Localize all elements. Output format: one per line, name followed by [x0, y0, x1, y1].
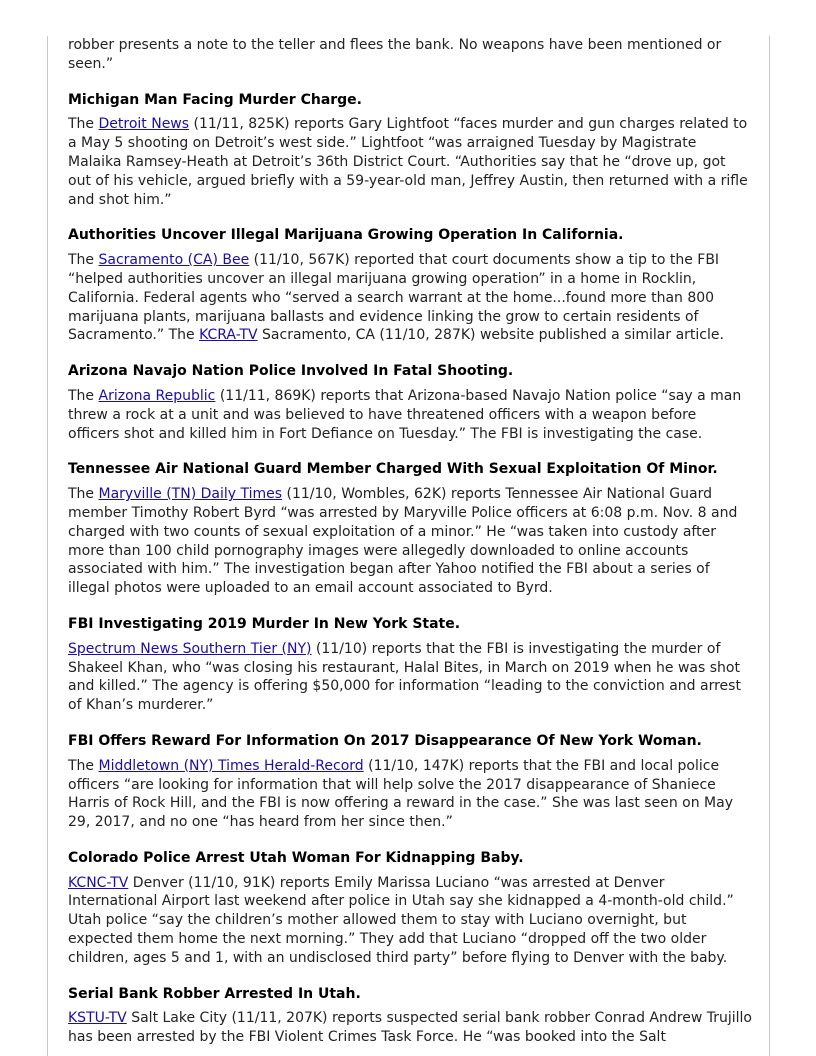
story-body: The Arizona Republic (11/11, 869K) reports that Arizona-based Navajo Nation police “say a man threw a rock at a unit and was believed to have threatened officers with a weapon before officers shot and killed him in Fort Defiance on Tuesday.” The FBI is investigating the case.: [68, 387, 742, 442]
source-link-maryville-daily-times[interactable]: Maryville (TN) Daily Times: [98, 486, 283, 503]
story-michigan-murder: [68, 91, 752, 210]
source-link-kcra-tv[interactable]: KCRA-TV: [199, 327, 258, 344]
source-link-kstu-tv[interactable]: KSTU-TV: [68, 1010, 127, 1027]
story-body: The Middletown (NY) Times Herald-Record (11/10, 147K) reports that the FBI and local police officers “are looking for information that will help solve the 2017 disappearance of Shaniece Harris of Rock Hill, and the FBI is now offering a reward in the case.” She was last seen on May 29, 2017, and no one “has heard from her since then.”: [68, 757, 733, 831]
story-headline: Colorado Police Arrest Utah Woman For Kidnapping Baby.: [68, 849, 524, 866]
story-headline: Serial Bank Robber Arrested In Utah.: [68, 985, 361, 1002]
story-colorado-kidnapping: [68, 849, 752, 968]
story-headline: Authorities Uncover Illegal Marijuana Growing Operation In California.: [68, 227, 624, 244]
story-navajo-shooting: [68, 362, 752, 443]
story-california-marijuana: [68, 226, 752, 345]
story-body: The Maryville (TN) Daily Times (11/10, Wombles, 62K) reports Tennessee Air National Guard member Timothy Robert Byrd “was arrested by Maryville Police officers at 6:08 p.m. Nov. 8 and charged with two counts of sexual exploitation of a minor.” He “was taken into custody after more than 100 child pornography images were allegedly downloaded to online accounts associated with him.” The investigation began after Yahoo notified the FBI about a series of illegal photos were uploaded to an email account associated to Byrd.: [68, 486, 738, 597]
source-link-spectrum-news[interactable]: Spectrum News Southern Tier (NY): [68, 640, 312, 657]
story-utah-bank-robber: [68, 985, 752, 1047]
source-link-kcnc-tv[interactable]: KCNC-TV: [68, 874, 129, 891]
source-link-arizona-republic[interactable]: Arizona Republic: [98, 387, 216, 404]
story-body: KSTU-TV Salt Lake City (11/11, 207K) reports suspected serial bank robber Conrad Andrew Trujillo has been arrested by the FBI Violent Crimes Task Force. He “was booked into the Salt: [68, 1010, 752, 1046]
source-link-sacramento-bee[interactable]: Sacramento (CA) Bee: [98, 252, 250, 269]
story-tennessee-guard: [68, 460, 752, 598]
story-body: KCNC-TV Denver (11/10, 91K) reports Emily Marissa Luciano “was arrested at Denver International Airport last weekend after police in Utah say she kidnapped a 4-month-old child.” Utah police “say the children’s mother allowed them to stay with Luciano overnight, but expected them home the next morning.” They add that Luciano “dropped off the two older children, ages 5 and 1, with an undisclosed third party” before flying to Denver with the baby.: [68, 874, 734, 966]
story-ny-2019-murder: [68, 615, 752, 715]
story-headline: Arizona Navajo Nation Police Involved In Fatal Shooting.: [68, 363, 514, 380]
story-headline: Tennessee Air National Guard Member Charged With Sexual Exploitation Of Minor.: [68, 461, 718, 478]
story-headline: FBI Offers Reward For Information On 2017 Disappearance Of New York Woman.: [68, 732, 702, 749]
story-headline: FBI Investigating 2019 Murder In New York State.: [68, 615, 461, 632]
document-content: [68, 36, 752, 1047]
story-ny-disappearance: [68, 732, 752, 832]
story-headline: Michigan Man Facing Murder Charge.: [68, 91, 362, 108]
source-link-times-herald-record[interactable]: Middletown (NY) Times Herald-Record: [98, 757, 364, 774]
intro-fragment: robber presents a note to the teller and flees the bank. No weapons have been mentioned or seen.”: [68, 37, 722, 72]
source-link-detroit-news[interactable]: Detroit News: [98, 116, 190, 133]
story-body: Spectrum News Southern Tier (NY) (11/10) reports that the FBI is investigating the murder of Shakeel Khan, who “was closing his restaurant, Halal Bites, in March on 2019 when he was shot and killed.” The agency is offering $50,000 for information “leading to the conviction and arrest of Khan’s murderer.”: [68, 640, 741, 714]
story-body: The Detroit News (11/11, 825K) reports Gary Lightfoot “faces murder and gun charges related to a May 5 shooting on Detroit’s west side.” Lightfoot “was arraigned Tuesday by Magistrate Malaika Ramsey-Heath at Detroit’s 36th District Court. “Authorities say that he “drove up, got out of his vehicle, argued briefly with a 59-year-old man, Jeffrey Austin, then returned with a rifle and shot him.”: [68, 116, 748, 208]
story-body: The Sacramento (CA) Bee (11/10, 567K) reported that court documents show a tip to the FBI “helped authorities uncover an illegal marijuana growing operation” in a home in Rocklin, California. Federal agents who “served a search warrant at the home...found more than 800 marijuana plants, marijuana ballasts and evidence linking the grow to certain residents of Sacramento.” The KCRA-TV Sacramento, CA (11/10, 287K) website published a similar article.: [68, 252, 724, 344]
